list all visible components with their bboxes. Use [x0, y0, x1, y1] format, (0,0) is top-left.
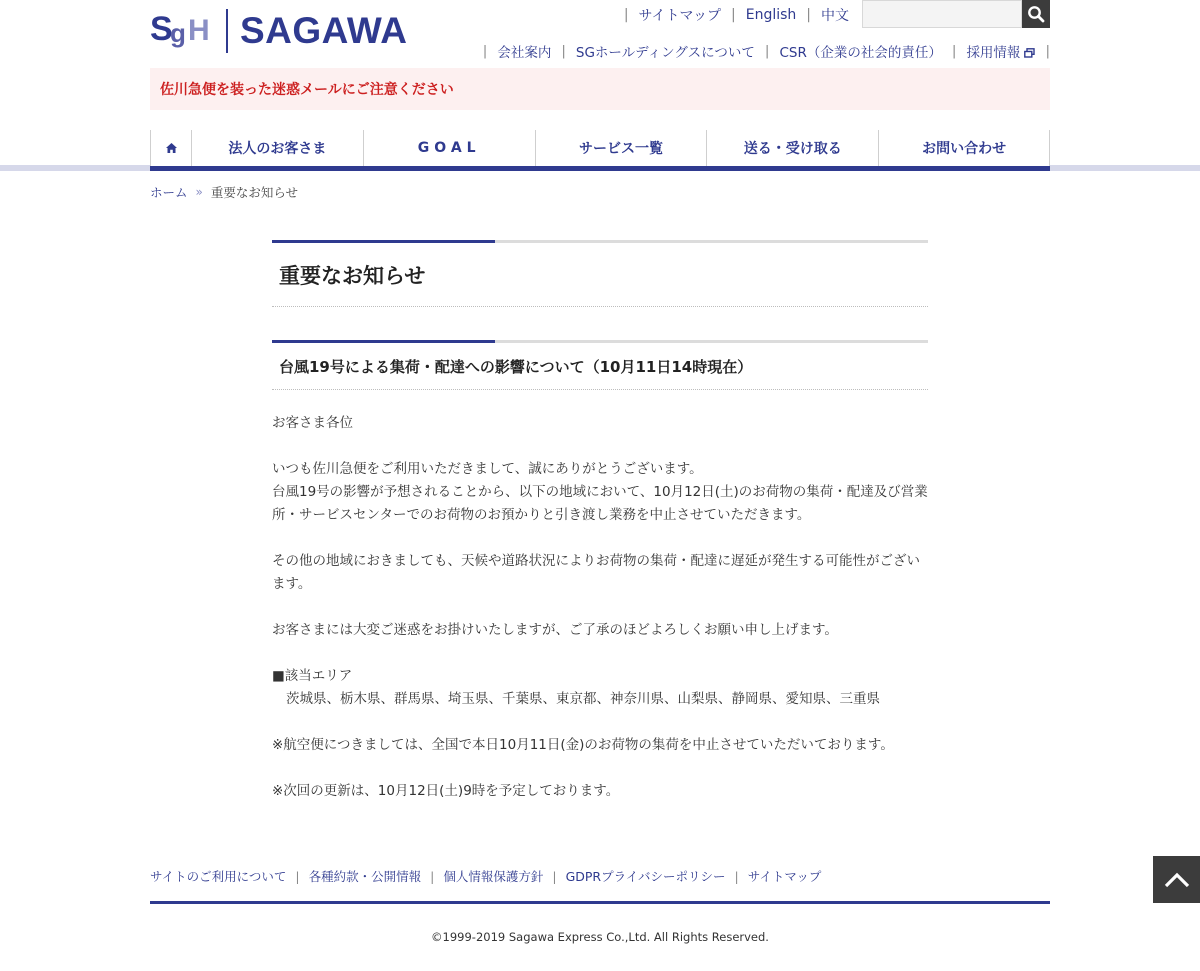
search-icon — [1027, 5, 1045, 23]
search-input[interactable] — [862, 0, 1022, 28]
home-icon — [166, 143, 177, 153]
corporate-links — [473, 41, 1050, 61]
alert-banner — [150, 68, 1050, 110]
external-link-icon — [1024, 48, 1035, 58]
nav-corporate-customers[interactable]: 法人のお客さま — [191, 130, 363, 166]
breadcrumb-separator: » — [195, 185, 203, 199]
logo-text: SAGAWA — [240, 10, 408, 51]
news-body — [272, 412, 928, 803]
nav-send-receive[interactable]: 送る・受け取る — [706, 130, 878, 166]
page-top-button[interactable] — [1153, 856, 1200, 903]
nav-services[interactable]: サービス一覧 — [535, 130, 707, 166]
recruit-link-label: 採用情報 — [966, 45, 1021, 61]
footer-terms-link[interactable]: 各種約款・公開情報 — [308, 869, 422, 884]
area-heading: ■該当エリア — [272, 668, 353, 684]
utility-links — [614, 5, 849, 25]
link-separator: | — [764, 43, 770, 59]
greeting-text: お客さま各位 — [272, 415, 353, 431]
logo-divider — [226, 9, 228, 53]
link-separator: | — [552, 868, 557, 884]
thanks-text: いつも佐川急便をご利用いただきまして、誠にありがとうございます。 — [272, 461, 703, 477]
logo-mark-s: S — [150, 10, 170, 48]
copyright: ©1999-2019 Sagawa Express Co.,Ltd. All Rights Reserved. — [431, 930, 769, 944]
nav-home[interactable] — [150, 130, 191, 166]
link-separator: | — [734, 868, 739, 884]
footer-gdpr-link[interactable]: GDPRプライバシーポリシー — [565, 869, 726, 884]
footer-site-usage-link[interactable]: サイトのご利用について — [150, 869, 287, 884]
suspension-notice-text: 台風19号の影響が予想されることから、以下の地域において、10月12日(土)のお荷物の集荷・配達及び営業所・サービスセンターでのお荷物のお預かりと引き渡し業務を中止させていただきます。 — [272, 484, 928, 523]
news-title: 台風19号による集荷・配達への影響について（10月11日14時現在） — [279, 357, 753, 376]
chevron-up-icon — [1164, 872, 1190, 888]
sagawa-logo[interactable] — [150, 6, 407, 56]
logo-mark-h: H — [188, 14, 207, 47]
other-areas-text: その他の地域におきましても、天候や道路状況によりお荷物の集荷・配達に遅延が発生する可能性がございます。 — [272, 553, 920, 592]
page-title-block — [272, 240, 928, 307]
apology-text: お客さまには大変ご迷惑をお掛けいたしますが、ご了承のほどよろしくお願い申し上げます。 — [272, 622, 838, 638]
alert-link[interactable]: 佐川急便を装った迷惑メールにご注意ください — [160, 82, 454, 98]
footer-privacy-link[interactable]: 個人情報保護方針 — [443, 869, 544, 884]
site-search — [862, 0, 1050, 28]
csr-link[interactable]: CSR（企業の社会的責任） — [779, 45, 942, 61]
link-separator: | — [1045, 43, 1050, 59]
breadcrumb-home[interactable]: ホーム — [150, 185, 188, 200]
search-button[interactable] — [1022, 0, 1050, 28]
link-separator: | — [430, 868, 435, 884]
logo-mark-g: g — [170, 18, 183, 48]
breadcrumb — [150, 183, 298, 201]
link-separator: | — [951, 43, 957, 59]
footer-sitemap-link[interactable]: サイトマップ — [747, 869, 822, 884]
footer-divider — [150, 901, 1050, 904]
nav-contact[interactable]: お問い合わせ — [878, 130, 1050, 166]
footer-links — [150, 867, 821, 885]
breadcrumb-current: 重要なお知らせ — [210, 185, 298, 200]
area-list: 茨城県、栃木県、群馬県、埼玉県、千葉県、東京都、神奈川県、山梨県、静岡県、愛知県、三重県 — [286, 691, 880, 707]
news-title-block — [272, 340, 928, 390]
main-content — [272, 240, 928, 826]
english-link[interactable]: English — [745, 7, 797, 23]
holdings-link[interactable]: SGホールディングスについて — [575, 45, 755, 61]
link-separator: | — [806, 7, 811, 23]
chinese-link[interactable]: 中文 — [821, 8, 849, 24]
next-update-note: ※次回の更新は、10月12日(土)9時を予定しております。 — [272, 783, 620, 799]
link-separator: | — [561, 43, 566, 59]
sitemap-link[interactable]: サイトマップ — [638, 8, 721, 24]
recruit-link[interactable] — [966, 41, 1035, 61]
sgh-logo-mark — [150, 8, 218, 54]
company-info-link[interactable]: 会社案内 — [497, 45, 552, 61]
nav-goal[interactable]: GOAL — [363, 130, 535, 166]
link-separator: | — [623, 7, 629, 23]
air-delivery-note: ※航空便につきましては、全国で本日10月11日(金)のお荷物の集荷を中止させていただいております。 — [272, 737, 894, 753]
page-title: 重要なお知らせ — [279, 263, 426, 288]
link-separator: | — [731, 7, 736, 23]
global-nav — [150, 130, 1050, 171]
link-separator: | — [295, 868, 300, 884]
link-separator: | — [482, 43, 488, 59]
